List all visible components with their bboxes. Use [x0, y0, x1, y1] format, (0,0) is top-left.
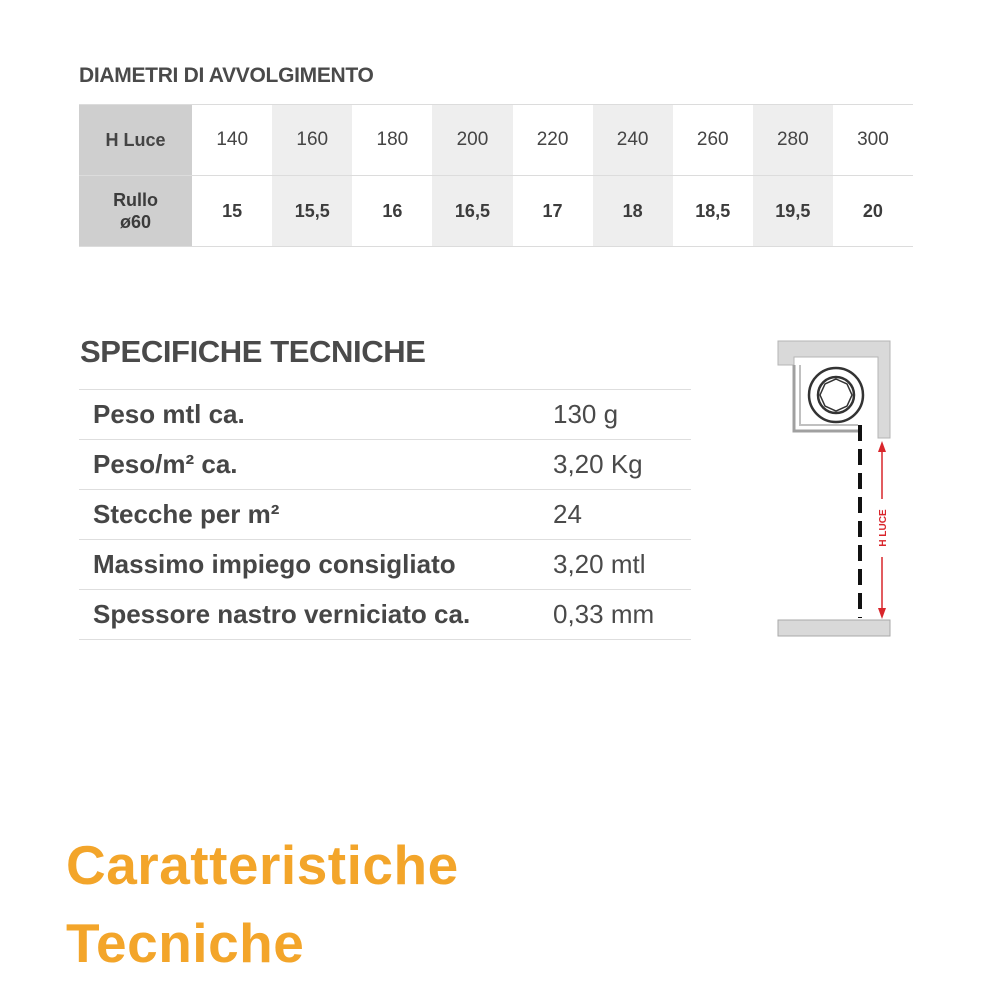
rullo-label-line1: Rullo	[113, 190, 159, 210]
spec-label: Stecche per m²	[79, 490, 553, 540]
spec-value: 0,33 mm	[553, 590, 691, 640]
footer-title	[66, 826, 459, 982]
footer-title-line1: Caratteristiche	[66, 834, 459, 896]
h-luce-label: H LUCE	[878, 509, 889, 547]
rullo-label	[79, 176, 192, 247]
specifiche-title: SPECIFICHE TECNICHE	[80, 334, 426, 369]
h-luce-cell: 280	[753, 105, 833, 176]
rullo-cell: 15	[192, 176, 272, 247]
spec-row	[79, 440, 691, 490]
spec-value: 3,20 mtl	[553, 540, 691, 590]
spec-label: Peso mtl ca.	[79, 390, 553, 440]
h-luce-cell: 200	[432, 105, 512, 176]
rullo-cell: 19,5	[753, 176, 833, 247]
spec-label: Massimo impiego consigliato	[79, 540, 553, 590]
rullo-cell: 18	[593, 176, 673, 247]
rullo-cell: 16,5	[432, 176, 512, 247]
rullo-cell: 17	[513, 176, 593, 247]
roller-inner	[818, 377, 854, 413]
diametri-title: DIAMETRI DI AVVOLGIMENTO	[79, 64, 374, 87]
footer-title-line2: Tecniche	[66, 912, 305, 974]
rullo-label-line2: ø60	[120, 212, 152, 232]
h-luce-cell: 180	[352, 105, 432, 176]
spec-row	[79, 540, 691, 590]
spec-label: Peso/m² ca.	[79, 440, 553, 490]
h-luce-cell: 160	[272, 105, 352, 176]
spec-value: 3,20 Kg	[553, 440, 691, 490]
h-luce-cell: 140	[192, 105, 272, 176]
h-luce-cell: 300	[833, 105, 913, 176]
h-luce-cell: 240	[593, 105, 673, 176]
rullo-cell: 18,5	[673, 176, 753, 247]
spec-row	[79, 590, 691, 640]
arrow-up-icon	[878, 441, 886, 452]
rullo-row	[79, 176, 913, 247]
roller-shutter-diagram	[770, 335, 900, 645]
specifiche-table	[79, 389, 691, 640]
spec-row	[79, 390, 691, 440]
spec-label: Spessore nastro verniciato ca.	[79, 590, 553, 640]
h-luce-cell: 220	[513, 105, 593, 176]
rullo-cell: 20	[833, 176, 913, 247]
rullo-cell: 16	[352, 176, 432, 247]
h-luce-cell: 260	[673, 105, 753, 176]
spec-row	[79, 490, 691, 540]
spec-value: 24	[553, 490, 691, 540]
rullo-cell: 15,5	[272, 176, 352, 247]
h-luce-row	[79, 105, 913, 176]
arrow-down-icon	[878, 608, 886, 619]
window-sill	[778, 620, 890, 636]
spec-value: 130 g	[553, 390, 691, 440]
diametri-table	[79, 104, 913, 247]
h-luce-label: H Luce	[79, 105, 192, 176]
